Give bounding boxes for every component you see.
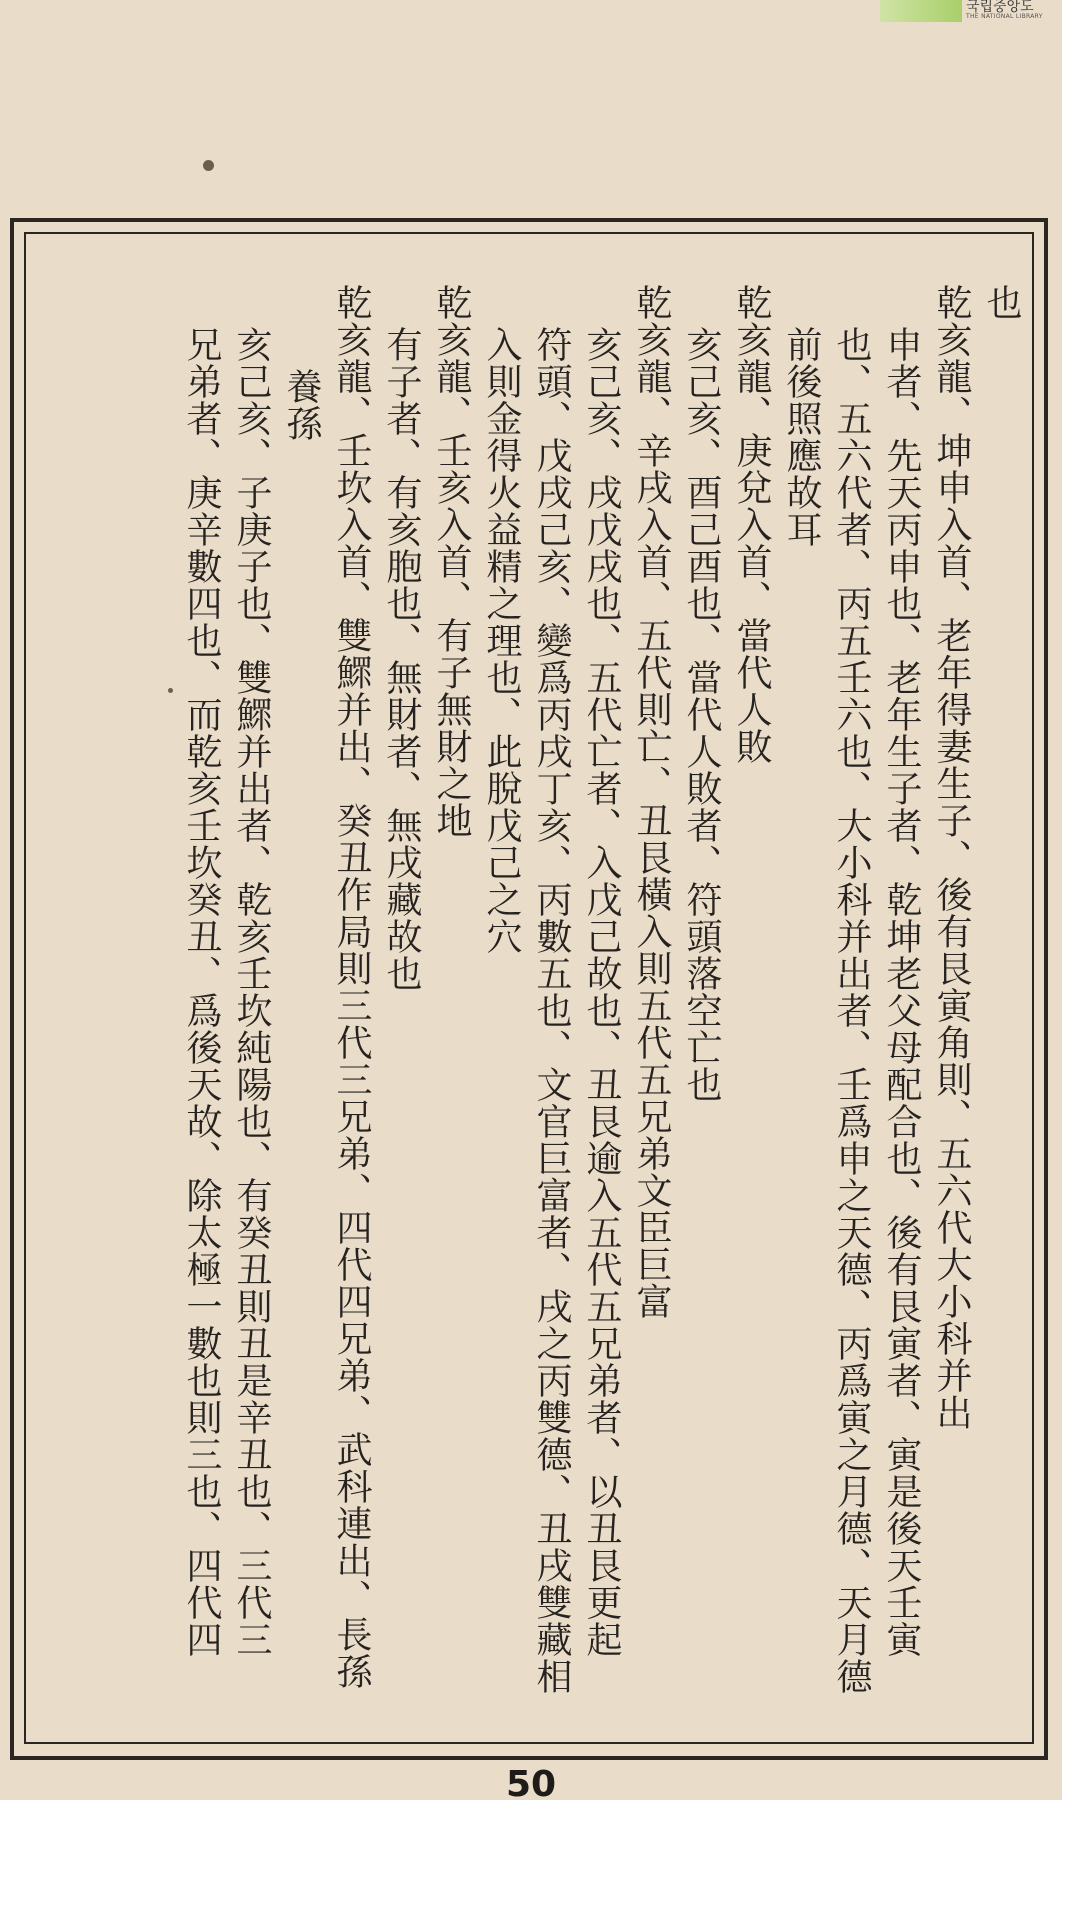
text-column: 有子者、有亥胞也、無財者、無戌藏故也	[381, 326, 422, 992]
text-column: 乾亥龍、庚兌入首、當代人敗	[731, 284, 772, 765]
library-name-korean: 국립중앙도	[966, 0, 1034, 15]
text-column: 符頭、戊戌己亥、變爲丙戌丁亥、丙數五也、文官巨富者、戌之丙雙德、丑戌雙藏相	[531, 326, 572, 1695]
library-name-english: THE NATIONAL LIBRARY	[966, 13, 1043, 20]
paper-speck	[203, 160, 214, 171]
library-logo-mark	[880, 0, 962, 22]
text-column: 乾亥龍、辛戌入首、五代則亡、丑艮橫入則五代五兄弟文臣巨富	[631, 284, 672, 1320]
text-column: 兄弟者、庚辛數四也、而乾亥壬坎癸丑、爲後天故、除太極一數也則三也、四代四	[181, 326, 222, 1658]
text-column: 前後照應故耳	[781, 326, 822, 548]
page-number: 50	[505, 1764, 557, 1805]
text-column: 乾亥龍、坤申入首、老年得妻生子、後有艮寅角則、五六代大小科并出	[931, 284, 972, 1431]
vertical-text-body	[36, 284, 1026, 1724]
library-logo-text	[966, 0, 1043, 20]
library-logo	[880, 0, 1060, 22]
text-column: 亥己亥、戌戊戌也、五代亡者、入戊己故也、丑艮逾入五代五兄弟者、以丑艮更起	[581, 326, 622, 1658]
text-column: 也	[981, 284, 1022, 321]
text-column: 乾亥龍、壬亥入首、有子無財之地	[431, 284, 472, 839]
text-column: 申者、先天丙申也、老年生子者、乾坤老父母配合也、後有艮寅者、寅是後天壬寅	[881, 326, 922, 1658]
text-column: 乾亥龍、壬坎入首、雙鰥并出、癸丑作局則三代三兄弟、四代四兄弟、武科連出、長孫	[331, 284, 372, 1690]
text-column: 入則金得火益精之理也、此脫戊己之穴	[481, 326, 522, 955]
text-column: 也、五六代者、丙五壬六也、大小科并出者、壬爲申之天德、丙爲寅之月德、天月德	[831, 326, 872, 1695]
text-column: 亥己亥、子庚子也、雙鰥并出者、乾亥壬坎純陽也、有癸丑則丑是辛丑也、三代三	[231, 326, 272, 1658]
text-column: 亥己亥、酉己酉也、當代人敗者、符頭落空亡也	[681, 326, 722, 1103]
text-column: 養孫	[281, 368, 322, 442]
